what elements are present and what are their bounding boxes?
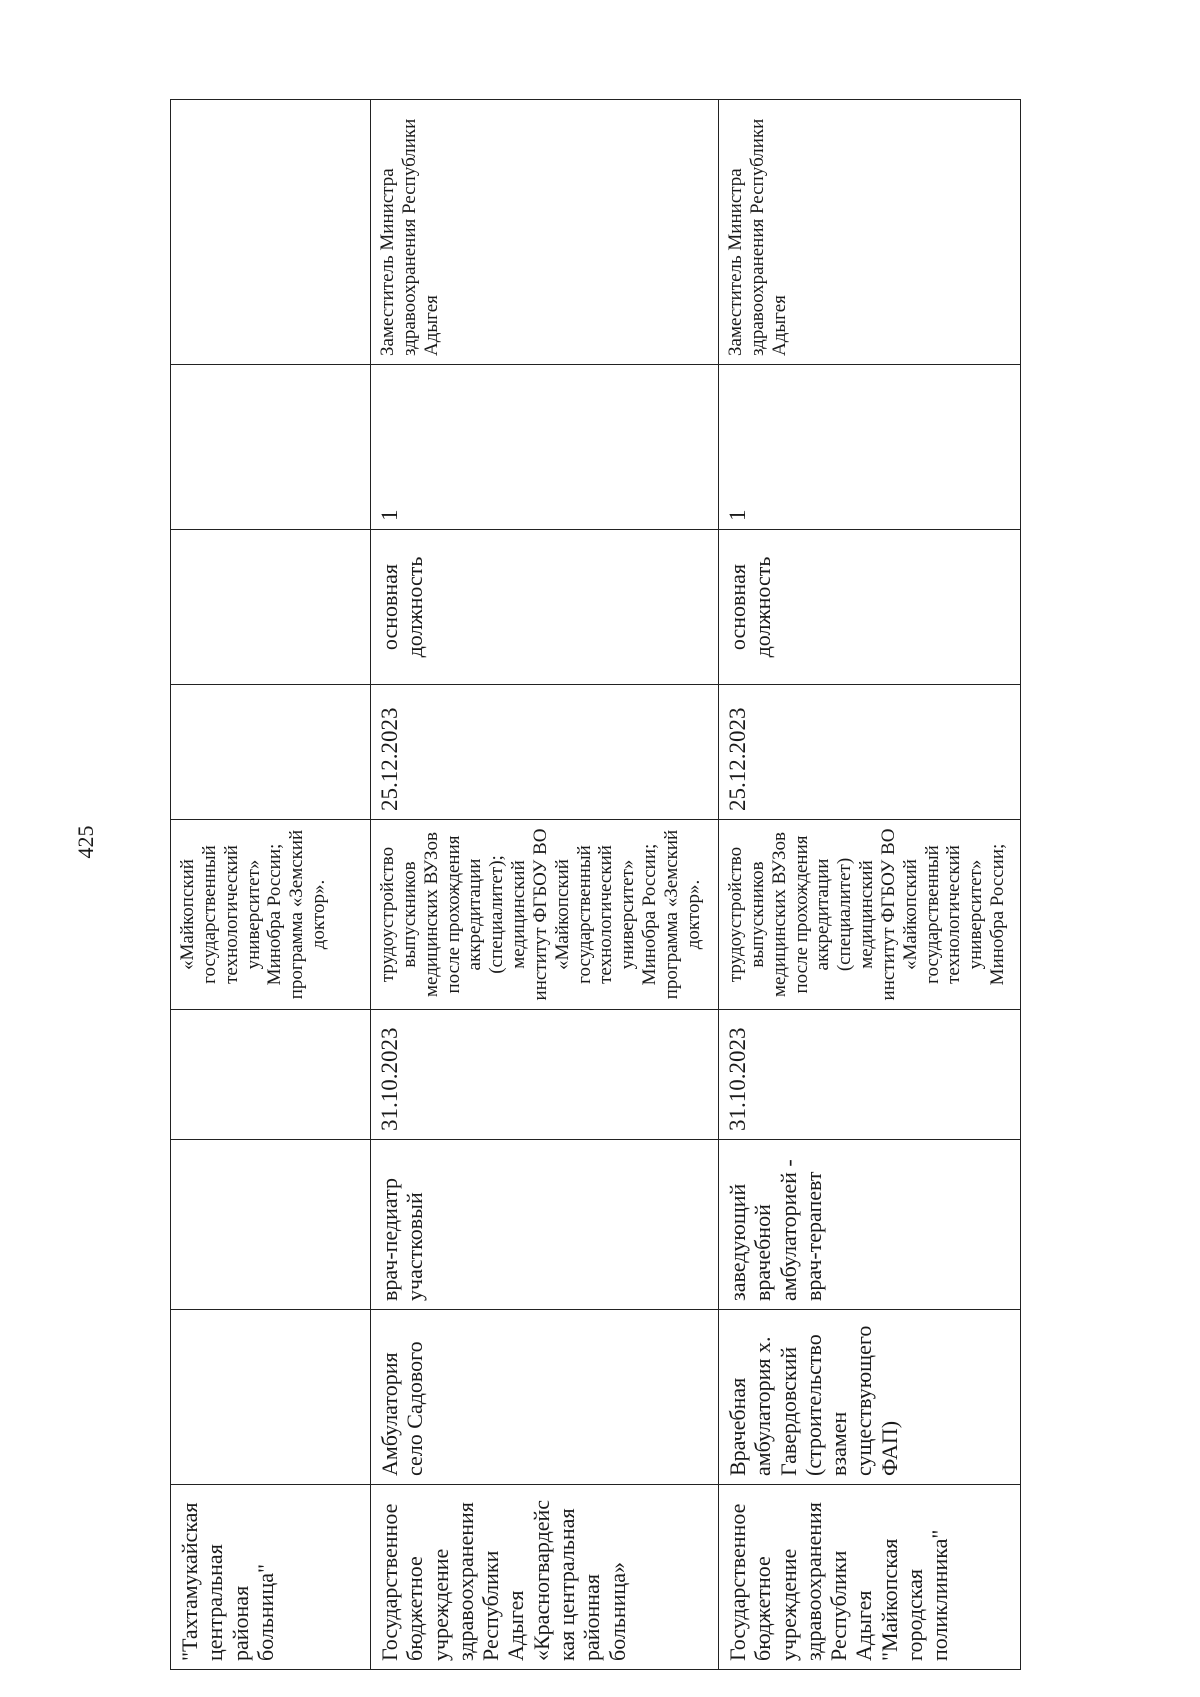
conditions-cell: трудоустройство выпускников медицинских ВУЗов после прохождения аккредитации (специалитет); медицинский институт ФГБОУ ВО «Майкопский государственный технологический университет» Минобра России; программа «Земский доктор». (371, 820, 719, 1010)
date-end-cell (171, 685, 371, 820)
responsible-cell: Заместитель Министра здравоохранения Республики Адыгея (719, 100, 1021, 365)
position-cell: врач-педиатр участковый (371, 1140, 719, 1310)
responsible-cell (171, 100, 371, 365)
date-end-cell: 25.12.2023 (371, 685, 719, 820)
date-start-cell: 31.10.2023 (371, 1010, 719, 1140)
institution-cell: Государственное бюджетное учреждение здравоохранения Республики Адыгея "Майкопская городская поликлиника" (719, 1485, 1021, 1670)
facility-cell: Амбулатория село Садового (371, 1310, 719, 1485)
responsible-cell: Заместитель Министра здравоохранения Республики Адыгея (371, 100, 719, 365)
employment-cell (171, 530, 371, 685)
date-end-cell: 25.12.2023 (719, 685, 1021, 820)
conditions-cell: трудоустройство выпускников медицинских ВУЗов после прохождения аккредитации (специалитет) медицинский институт ФГБОУ ВО «Майкопский государственный технологический университет» Минобра России; (719, 820, 1021, 1010)
employment-cell: основная должность (371, 530, 719, 685)
document-table-wrapper (170, 100, 1020, 1670)
facility-cell: Врачебная амбулатория х. Гавердовский (строительство взамен существующего ФАП) (719, 1310, 1021, 1485)
table-row (719, 100, 1021, 1670)
institution-cell: Государственное бюджетное учреждение здравоохранения Республики Адыгея «Красногвардейская центральная районная больница» (371, 1485, 719, 1670)
date-start-cell (171, 1010, 371, 1140)
page-number: 425 (73, 825, 98, 859)
position-cell: заведующий врачебной амбулаторией - врач-терапевт (719, 1140, 1021, 1310)
conditions-cell: «Майкопский государственный технологический университет» Минобра России; программа «Земский доктор». (171, 820, 371, 1010)
count-cell: 1 (371, 365, 719, 530)
facility-cell (171, 1310, 371, 1485)
employment-cell: основная должность (719, 530, 1021, 685)
document-table (170, 99, 1021, 1670)
date-start-cell: 31.10.2023 (719, 1010, 1021, 1140)
position-cell (171, 1140, 371, 1310)
table-row (171, 100, 371, 1670)
count-cell: 1 (719, 365, 1021, 530)
institution-cell: "Тахтамукайская центральная районая больница" (171, 1485, 371, 1670)
table-row (371, 100, 719, 1670)
count-cell (171, 365, 371, 530)
